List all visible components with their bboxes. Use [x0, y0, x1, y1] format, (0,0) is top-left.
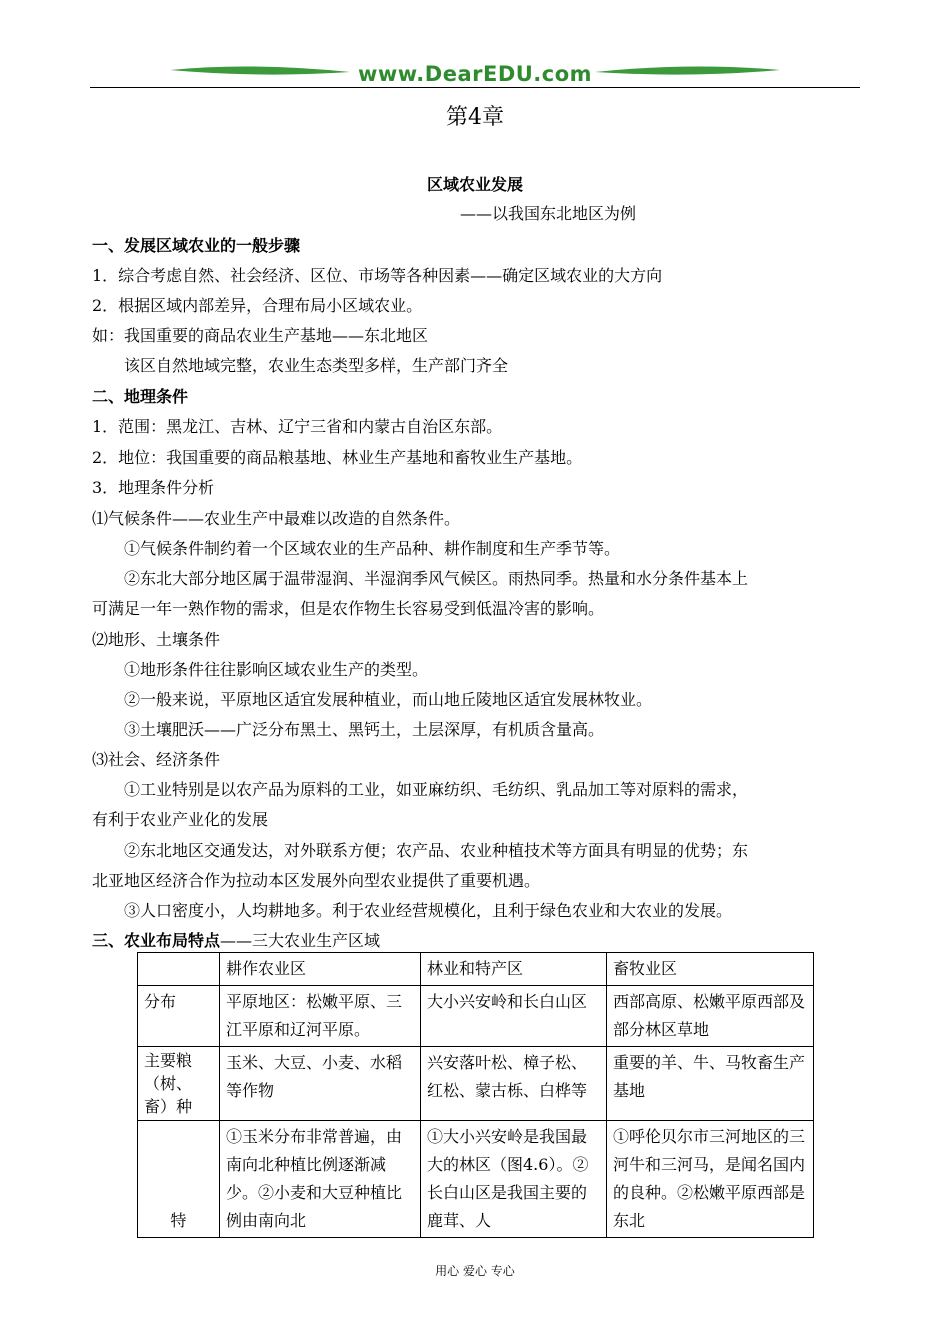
- text-line: 3．地理条件分析: [92, 478, 215, 497]
- table-header-cell: 耕作农业区: [220, 953, 421, 986]
- doc-subtitle: ——以我国东北地区为例: [460, 204, 637, 223]
- table-header-row: [138, 953, 814, 986]
- text-line: ①地形条件往往影响区域农业生产的类型。: [124, 660, 429, 679]
- text-line: ⑴气候条件——农业生产中最难以改造的自然条件。: [92, 509, 461, 528]
- page-footer: 用心 爱心 专心: [435, 1264, 515, 1278]
- chapter-heading: 第4章: [446, 105, 504, 130]
- text-line: 该区自然地域完整，农业生态类型多样，生产部门齐全: [124, 356, 509, 375]
- site-logo: www.DearEDU.com: [357, 62, 593, 86]
- table-row-label: 分布: [138, 986, 220, 1047]
- text-line: ⑶社会、经济条件: [92, 750, 221, 769]
- text-line: ⑵地形、土壤条件: [92, 630, 221, 649]
- table-row: [138, 1121, 814, 1238]
- text-line: ②东北大部分地区属于温带湿润、半湿润季风气候区。雨热同季。热量和水分条件基本上: [124, 569, 749, 588]
- text-line: ③人口密度小，人均耕地多。利于农业经营规模化，且利于绿色农业和大农业的发展。: [124, 901, 733, 920]
- table-header-cell: 畜牧业区: [607, 953, 814, 986]
- section-heading-1: 一、发展区域农业的一般步骤: [92, 236, 301, 255]
- text-line: 2．地位：我国重要的商品粮基地、林业生产基地和畜牧业生产基地。: [92, 448, 583, 467]
- table-cell: ①呼伦贝尔市三河地区的三河牛和三河马，是闻名国内的良种。②松嫩平原西部是东北: [607, 1121, 814, 1238]
- header-rule: [90, 87, 860, 88]
- text-line: 如：我国重要的商品农业生产基地——东北地区: [92, 326, 429, 345]
- text-line: ①工业特别是以农产品为原料的工业，如亚麻纺织、毛纺织、乳品加工等对原料的需求，: [124, 780, 749, 799]
- doc-title: 区域农业发展: [426, 175, 523, 194]
- table-cell: ①大小兴安岭是我国最大的林区（图4.6）。②长白山区是我国主要的鹿茸、人: [421, 1121, 607, 1238]
- section-heading-3-rest: ——三大农业生产区域: [220, 931, 381, 950]
- text-line: 2．根据区域内部差异，合理布局小区域农业。: [92, 296, 423, 315]
- text-line: ①气候条件制约着一个区域农业的生产品种、耕作制度和生产季节等。: [124, 539, 621, 558]
- section-heading-2: 二、地理条件: [92, 387, 189, 406]
- farming-regions-table: [137, 952, 814, 1238]
- table-header-cell: 林业和特产区: [421, 953, 607, 986]
- table-header-cell: [138, 953, 220, 986]
- text-line: 北亚地区经济合作为拉动本区发展外向型农业提供了重要机遇。: [92, 871, 541, 890]
- text-line: 可满足一年一熟作物的需求，但是农作物生长容易受到低温冷害的影响。: [92, 599, 605, 618]
- table-row: [138, 1047, 814, 1121]
- section-heading-3: [92, 928, 380, 951]
- table-cell: 平原地区：松嫩平原、三江平原和辽河平原。: [220, 986, 421, 1047]
- table-cell: 玉米、大豆、小麦、水稻等作物: [220, 1047, 421, 1121]
- text-line: 1．综合考虑自然、社会经济、区位、市场等各种因素——确定区域农业的大方向: [92, 266, 663, 285]
- table-cell: 重要的羊、牛、马牧畜生产基地: [607, 1047, 814, 1121]
- page-header: [90, 60, 860, 92]
- table-row: [138, 986, 814, 1047]
- text-line: ②一般来说，平原地区适宜发展种植业，而山地丘陵地区适宜发展林牧业。: [124, 690, 653, 709]
- table-cell: ①玉米分布非常普遍，由南向北种植比例逐渐减少。②小麦和大豆种植比例由南向北: [220, 1121, 421, 1238]
- text-line: 有利于农业产业化的发展: [92, 810, 269, 829]
- text-line: 1．范围：黑龙江、吉林、辽宁三省和内蒙古自治区东部。: [92, 417, 503, 436]
- table-row-label: 主要粮（树、畜）种: [138, 1047, 220, 1121]
- table-cell: 大小兴安岭和长白山区: [421, 986, 607, 1047]
- table-cell: 兴安落叶松、樟子松、红松、蒙古栎、白桦等: [421, 1047, 607, 1121]
- text-line: ③土壤肥沃——广泛分布黑土、黑钙土，土层深厚，有机质含量高。: [124, 720, 605, 739]
- table-cell: 西部高原、松嫩平原西部及部分林区草地: [607, 986, 814, 1047]
- text-line: ②东北地区交通发达，对外联系方便；农产品、农业种植技术等方面具有明显的优势；东: [124, 841, 749, 860]
- section-heading-3-bold: 三、农业布局特点: [92, 931, 221, 950]
- table-row-label: 特: [138, 1121, 220, 1238]
